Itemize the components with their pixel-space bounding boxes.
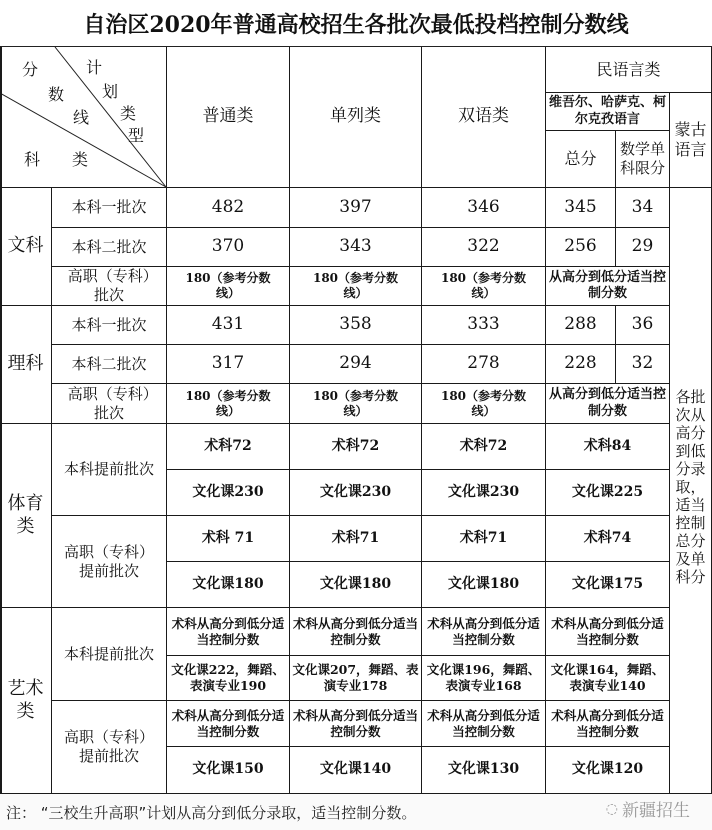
col-header-mongolian: 蒙古语言: [670, 93, 712, 188]
corner-char: 数: [48, 85, 65, 104]
score-cell: 文化课180: [290, 562, 422, 608]
batch-label: 本科提前批次: [52, 424, 167, 516]
score-cell: 431: [167, 306, 290, 345]
score-cell: 32: [616, 345, 670, 384]
score-cell: 482: [167, 188, 290, 228]
footnote: 注： “三校生升高职”计划从高分到低分录取，适当控制分数。: [0, 794, 712, 830]
score-cell: 180（参考分数线）: [422, 384, 546, 424]
score-cell: 288: [546, 306, 616, 345]
score-cell: 180（参考分数线）: [290, 384, 422, 424]
group-sports: 体育类: [0, 424, 52, 608]
score-cell: 术科从高分到低分适当控制分数: [546, 701, 670, 747]
score-cell: 文化课180: [422, 562, 546, 608]
score-cell: 358: [290, 306, 422, 345]
page-title: 自治区2020年普通高校招生各批次最低投档控制分数线: [0, 0, 712, 47]
score-cell: 180（参考分数线）: [290, 267, 422, 306]
batch-label: 本科一批次: [52, 306, 167, 345]
score-cell: 34: [616, 188, 670, 228]
wechat-icon: ◌: [605, 800, 618, 817]
table-border: [0, 47, 2, 794]
col-header-math-limit: 数学单科限分: [616, 131, 670, 188]
score-cell: 文化课164，舞蹈、表演专业140: [546, 656, 670, 701]
score-cell: 术科72: [290, 424, 422, 470]
corner-header: [0, 47, 167, 188]
score-cell: 322: [422, 228, 546, 267]
score-cell: 180（参考分数线）: [167, 267, 290, 306]
score-cell: 345: [546, 188, 616, 228]
batch-label: 高职（专科）批次: [52, 384, 167, 424]
col-header-putong: 普通类: [167, 47, 290, 188]
score-cell: 317: [167, 345, 290, 384]
corner-char: 类: [120, 104, 137, 123]
score-cell: 180（参考分数线）: [422, 267, 546, 306]
score-cell: 29: [616, 228, 670, 267]
score-cell: 228: [546, 345, 616, 384]
score-cell: 术科84: [546, 424, 670, 470]
group-arts: 艺术类: [0, 608, 52, 794]
score-cell: 36: [616, 306, 670, 345]
score-cell: 术科72: [422, 424, 546, 470]
score-cell: 术科 71: [167, 516, 290, 562]
corner-char: 分: [22, 60, 39, 79]
corner-char: 科: [24, 150, 41, 169]
batch-label: 本科一批次: [52, 188, 167, 228]
score-cell: 文化课225: [546, 470, 670, 516]
group-wenke: 文科: [0, 188, 52, 306]
watermark-text: 新疆招生: [622, 801, 690, 821]
score-cell: 术科74: [546, 516, 670, 562]
score-cell: 文化课230: [290, 470, 422, 516]
corner-char: 类: [72, 150, 89, 169]
score-cell: 术科71: [422, 516, 546, 562]
score-cell: 343: [290, 228, 422, 267]
score-cell: 术科从高分到低分适当控制分数: [546, 608, 670, 656]
score-cell: 文化课230: [167, 470, 290, 516]
batch-label: 本科二批次: [52, 345, 167, 384]
score-cell: 术科从高分到低分适当控制分数: [167, 701, 290, 747]
score-cell-merged: 从高分到低分适当控制分数: [546, 267, 670, 306]
score-cell: 术科从高分到低分适当控制分数: [422, 608, 546, 656]
batch-label: 本科二批次: [52, 228, 167, 267]
batch-label: 高职（专科）批次: [52, 267, 167, 306]
corner-char: 划: [102, 82, 119, 101]
score-cell: 397: [290, 188, 422, 228]
batch-label: 本科提前批次: [52, 608, 167, 701]
watermark: [606, 796, 690, 821]
score-cell: 文化课207，舞蹈、表演专业178: [290, 656, 422, 701]
score-cell: 256: [546, 228, 616, 267]
col-header-total: 总分: [546, 131, 616, 188]
col-header-shuangyu: 双语类: [422, 47, 546, 188]
score-cell: 术科71: [290, 516, 422, 562]
score-cell: 文化课150: [167, 747, 290, 794]
col-header-danlie: 单列类: [290, 47, 422, 188]
score-cell: 294: [290, 345, 422, 384]
score-cell: 文化课222，舞蹈、表演专业190: [167, 656, 290, 701]
score-cell: 文化课196，舞蹈、表演专业168: [422, 656, 546, 701]
score-cell: 文化课130: [422, 747, 546, 794]
corner-char: 线: [73, 108, 90, 127]
score-cell: 术科72: [167, 424, 290, 470]
score-cell-merged: 从高分到低分适当控制分数: [546, 384, 670, 424]
batch-label: 高职（专科）提前批次: [52, 701, 167, 794]
corner-char: 计: [86, 58, 103, 77]
mongolian-note: 各批次从高分到低分录取，适当控制总分及单科分: [670, 188, 712, 794]
score-cell: 文化课175: [546, 562, 670, 608]
score-cell: 文化课140: [290, 747, 422, 794]
score-cell: 278: [422, 345, 546, 384]
batch-label: 高职（专科）提前批次: [52, 516, 167, 608]
score-cell: 180（参考分数线）: [167, 384, 290, 424]
score-cell: 346: [422, 188, 546, 228]
score-cell: 术科从高分到低分适当控制分数: [290, 701, 422, 747]
score-cell: 333: [422, 306, 546, 345]
score-cell: 文化课120: [546, 747, 670, 794]
score-cell: 术科从高分到低分适当控制分数: [290, 608, 422, 656]
group-like: 理科: [0, 306, 52, 424]
score-cell: 370: [167, 228, 290, 267]
col-header-uyghur-group: 维吾尔、哈萨克、柯尔克孜语言: [546, 93, 670, 131]
score-cell: 文化课180: [167, 562, 290, 608]
col-header-minority: 民语言类: [546, 47, 712, 93]
score-cell: 术科从高分到低分适当控制分数: [167, 608, 290, 656]
score-cell: 文化课230: [422, 470, 546, 516]
score-cell: 术科从高分到低分适当控制分数: [422, 701, 546, 747]
corner-char: 型: [128, 126, 145, 145]
